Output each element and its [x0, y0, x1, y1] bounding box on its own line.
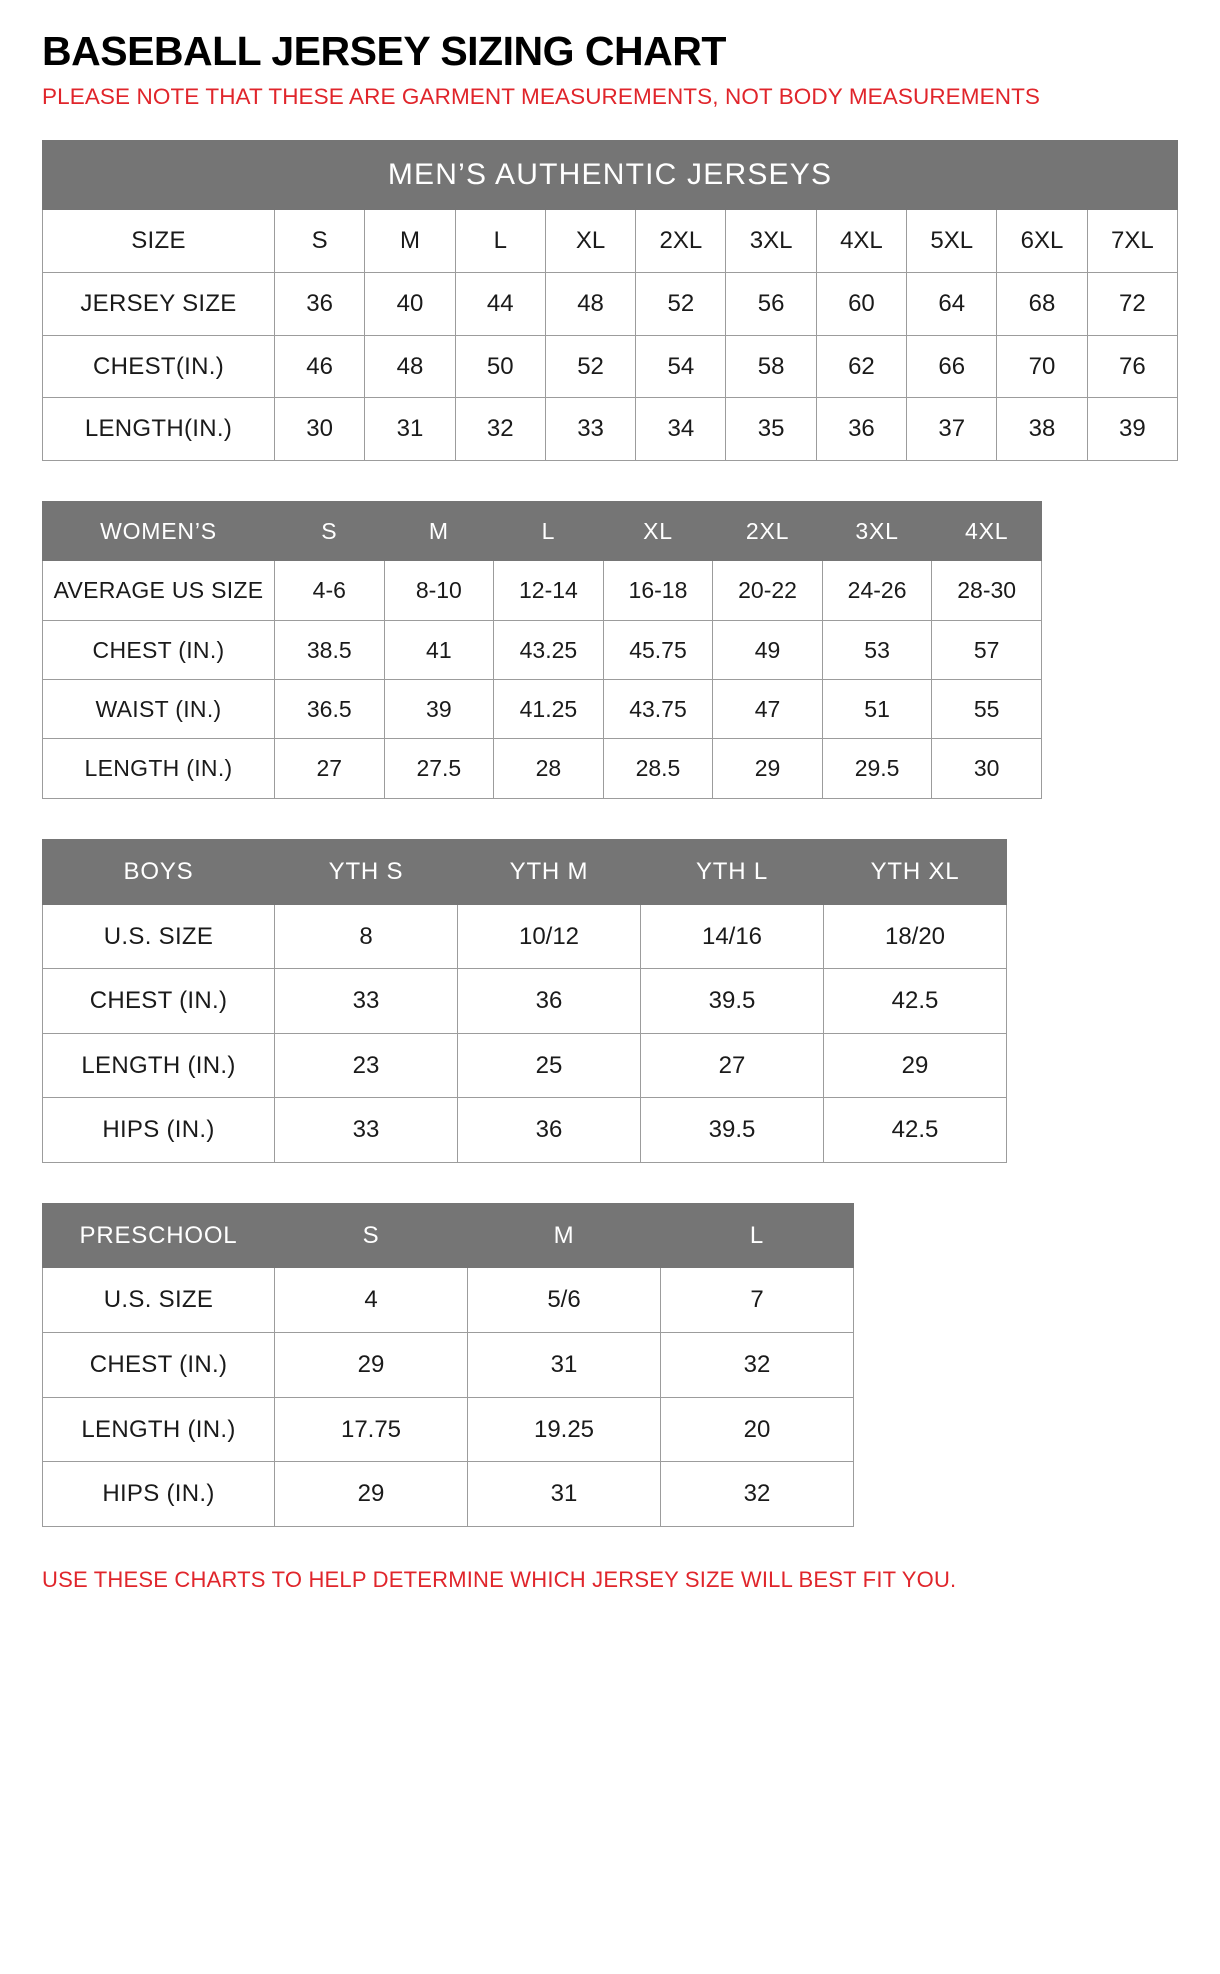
boys-header-label: BOYS: [43, 839, 275, 904]
table-row: [43, 1203, 854, 1268]
cell: 64: [907, 272, 997, 335]
cell: 76: [1087, 335, 1177, 398]
row-label: CHEST (IN.): [43, 969, 275, 1034]
cell: 62: [816, 335, 906, 398]
cell: 70: [997, 335, 1087, 398]
cell: 35: [726, 398, 816, 461]
cell: 56: [726, 272, 816, 335]
column-header: M: [468, 1203, 661, 1268]
table-row: [43, 680, 1042, 739]
column-header: 3XL: [822, 501, 932, 560]
row-label: CHEST (IN.): [43, 620, 275, 679]
column-header: YTH L: [641, 839, 824, 904]
row-label: U.S. SIZE: [43, 904, 275, 969]
cell: 36: [458, 969, 641, 1034]
cell: 33: [275, 969, 458, 1034]
cell: 37: [907, 398, 997, 461]
cell: 5/6: [468, 1268, 661, 1333]
cell: 36: [275, 272, 365, 335]
cell: 32: [661, 1462, 854, 1527]
cell: 50: [455, 335, 545, 398]
cell: 54: [636, 335, 726, 398]
cell: 28: [494, 739, 604, 798]
cell: 27.5: [384, 739, 494, 798]
boys-sizing-table: [42, 839, 1007, 1163]
cell: 39: [384, 680, 494, 739]
cell: 52: [636, 272, 726, 335]
row-label: LENGTH (IN.): [43, 1033, 275, 1098]
cell: 38: [997, 398, 1087, 461]
row-label: U.S. SIZE: [43, 1268, 275, 1333]
row-label: HIPS (IN.): [43, 1098, 275, 1163]
cell: 47: [713, 680, 823, 739]
cell: 57: [932, 620, 1042, 679]
cell: S: [275, 210, 365, 273]
womens-header-label: WOMEN’S: [43, 501, 275, 560]
womens-sizing-table: [42, 501, 1042, 799]
cell: 5XL: [907, 210, 997, 273]
cell: 6XL: [997, 210, 1087, 273]
cell: 43.25: [494, 620, 604, 679]
column-header: S: [275, 1203, 468, 1268]
cell: 25: [458, 1033, 641, 1098]
cell: 27: [275, 739, 385, 798]
cell: 66: [907, 335, 997, 398]
cell: 58: [726, 335, 816, 398]
row-label: SIZE: [43, 210, 275, 273]
cell: 3XL: [726, 210, 816, 273]
cell: 7XL: [1087, 210, 1177, 273]
cell: 29: [275, 1333, 468, 1398]
mens-sizing-table: [42, 140, 1178, 461]
cell: 72: [1087, 272, 1177, 335]
cell: 20: [661, 1397, 854, 1462]
cell: 43.75: [603, 680, 713, 739]
table-row: [43, 501, 1042, 560]
measurement-note: PLEASE NOTE THAT THESE ARE GARMENT MEASUREMENTS, NOT BODY MEASUREMENTS: [42, 84, 1041, 110]
table-row: [43, 140, 1178, 210]
cell: 29: [275, 1462, 468, 1527]
cell: 34: [636, 398, 726, 461]
table-row: [43, 398, 1178, 461]
cell: 17.75: [275, 1397, 468, 1462]
cell: 68: [997, 272, 1087, 335]
row-label: CHEST (IN.): [43, 1333, 275, 1398]
cell: 8-10: [384, 561, 494, 620]
cell: 29.5: [822, 739, 932, 798]
cell: 30: [275, 398, 365, 461]
table-row: [43, 1397, 854, 1462]
cell: 29: [713, 739, 823, 798]
table-row: [43, 210, 1178, 273]
cell: 49: [713, 620, 823, 679]
cell: 39.5: [641, 1098, 824, 1163]
column-header: S: [275, 501, 385, 560]
cell: 51: [822, 680, 932, 739]
table-row: [43, 272, 1178, 335]
cell: 23: [275, 1033, 458, 1098]
table-row: [43, 904, 1007, 969]
cell: 27: [641, 1033, 824, 1098]
row-label: LENGTH (IN.): [43, 739, 275, 798]
table-row: [43, 335, 1178, 398]
cell: 2XL: [636, 210, 726, 273]
cell: 4: [275, 1268, 468, 1333]
column-header: L: [494, 501, 604, 560]
cell: 32: [661, 1333, 854, 1398]
cell: 29: [824, 1033, 1007, 1098]
cell: L: [455, 210, 545, 273]
table-row: [43, 620, 1042, 679]
mens-banner: MEN’S AUTHENTIC JERSEYS: [43, 140, 1178, 210]
cell: 19.25: [468, 1397, 661, 1462]
row-label: AVERAGE US SIZE: [43, 561, 275, 620]
cell: 48: [545, 272, 635, 335]
cell: 42.5: [824, 1098, 1007, 1163]
row-label: HIPS (IN.): [43, 1462, 275, 1527]
column-header: 4XL: [932, 501, 1042, 560]
cell: 31: [468, 1333, 661, 1398]
cell: 30: [932, 739, 1042, 798]
cell: 41: [384, 620, 494, 679]
cell: 31: [468, 1462, 661, 1527]
cell: 60: [816, 272, 906, 335]
preschool-header-label: PRESCHOOL: [43, 1203, 275, 1268]
cell: 39.5: [641, 969, 824, 1034]
row-label: CHEST(IN.): [43, 335, 275, 398]
table-row: [43, 561, 1042, 620]
column-header: XL: [603, 501, 713, 560]
cell: 42.5: [824, 969, 1007, 1034]
table-row: [43, 839, 1007, 904]
table-row: [43, 1333, 854, 1398]
cell: 36.5: [275, 680, 385, 739]
cell: 36: [458, 1098, 641, 1163]
cell: 20-22: [713, 561, 823, 620]
column-header: YTH XL: [824, 839, 1007, 904]
cell: 53: [822, 620, 932, 679]
table-row: [43, 969, 1007, 1034]
preschool-sizing-table: [42, 1203, 854, 1527]
cell: 28-30: [932, 561, 1042, 620]
cell: 14/16: [641, 904, 824, 969]
row-label: JERSEY SIZE: [43, 272, 275, 335]
table-row: [43, 1462, 854, 1527]
cell: 7: [661, 1268, 854, 1333]
cell: 44: [455, 272, 545, 335]
cell: 16-18: [603, 561, 713, 620]
table-row: [43, 739, 1042, 798]
cell: 31: [365, 398, 455, 461]
column-header: YTH M: [458, 839, 641, 904]
cell: 12-14: [494, 561, 604, 620]
cell: 38.5: [275, 620, 385, 679]
cell: 33: [275, 1098, 458, 1163]
cell: 10/12: [458, 904, 641, 969]
row-label: WAIST (IN.): [43, 680, 275, 739]
cell: M: [365, 210, 455, 273]
cell: 39: [1087, 398, 1177, 461]
cell: 8: [275, 904, 458, 969]
column-header: M: [384, 501, 494, 560]
column-header: YTH S: [275, 839, 458, 904]
cell: 18/20: [824, 904, 1007, 969]
table-row: [43, 1098, 1007, 1163]
column-header: L: [661, 1203, 854, 1268]
cell: 32: [455, 398, 545, 461]
cell: 41.25: [494, 680, 604, 739]
cell: XL: [545, 210, 635, 273]
cell: 46: [275, 335, 365, 398]
cell: 36: [816, 398, 906, 461]
cell: 24-26: [822, 561, 932, 620]
cell: 4XL: [816, 210, 906, 273]
cell: 4-6: [275, 561, 385, 620]
cell: 33: [545, 398, 635, 461]
column-header: 2XL: [713, 501, 823, 560]
cell: 28.5: [603, 739, 713, 798]
row-label: LENGTH(IN.): [43, 398, 275, 461]
footer-note: USE THESE CHARTS TO HELP DETERMINE WHICH JERSEY SIZE WILL BEST FIT YOU.: [42, 1566, 957, 1592]
row-label: LENGTH (IN.): [43, 1397, 275, 1462]
cell: 48: [365, 335, 455, 398]
cell: 40: [365, 272, 455, 335]
table-row: [43, 1033, 1007, 1098]
cell: 52: [545, 335, 635, 398]
table-row: [43, 1268, 854, 1333]
cell: 45.75: [603, 620, 713, 679]
page-title: BASEBALL JERSEY SIZING CHART: [42, 28, 726, 74]
cell: 55: [932, 680, 1042, 739]
